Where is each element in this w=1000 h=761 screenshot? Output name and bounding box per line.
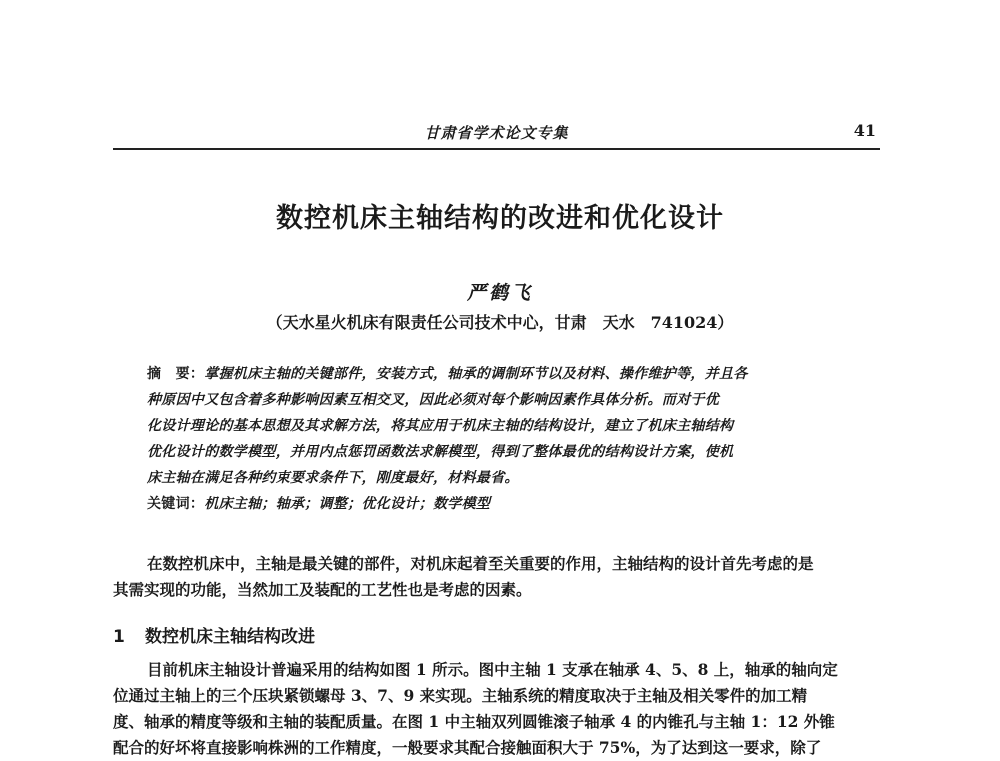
section-paragraph [113, 657, 888, 761]
intro-paragraph [113, 551, 888, 603]
keywords-label: 关键词： [147, 496, 205, 512]
author-affiliation: （天水星火机床有限责任公司技术中心，甘肃 天水 741024） [266, 313, 734, 332]
abstract-text: 掌握机床主轴的关键部件，安装方式，轴承的调制环节以及材料、操作维护等，并且各 [204, 366, 748, 382]
abstract [147, 361, 867, 517]
section-number: 1 [113, 627, 125, 647]
body-line: 配合的好坏将直接影响株洲的工作精度，一般要求其配合接触面积大于 75%，为了达到这一要求，除了 [113, 738, 822, 757]
abstract-label: 摘 要： [147, 366, 205, 382]
author-name: 严鹤飞 [466, 282, 533, 304]
keywords-text: 机床主轴；轴承；调整；优化设计；数学模型 [204, 496, 491, 512]
body-line: 在数控机床中，主轴是最关键的部件，对机床起着至关重要的作用，主轴结构的设计首先考虑的是 [147, 554, 814, 573]
body-line: 目前机床主轴设计普遍采用的结构如图 1 所示。图中主轴 1 支承在轴承 4、5、8 上，轴承的轴向定 [147, 660, 838, 679]
abstract-line: 种原因中又包含着多种影响因素互相交叉，因此必须对每个影响因素作具体分析。而对于优 [147, 392, 719, 408]
abstract-line: 化设计理论的基本思想及其求解方法，将其应用于机床主轴的结构设计，建立了机床主轴结构 [147, 418, 734, 434]
abstract-line [147, 361, 867, 387]
body-line: 位通过主轴上的三个压块紧锁螺母 3、7、9 来实现。主轴系统的精度取决于主轴及相关零件的加工精 [113, 686, 808, 705]
abstract-line: 床主轴在满足各种约束要求条件下，刚度最好，材料最省。 [147, 470, 519, 486]
page-number: 41 [853, 121, 876, 140]
paper-title: 数控机床主轴结构的改进和优化设计 [276, 203, 724, 234]
abstract-line: 优化设计的数学模型，并用内点惩罚函数法求解模型，得到了整体最优的结构设计方案，使机 [147, 444, 734, 460]
body-line: 其需实现的功能，当然加工及装配的工艺性也是考虑的因素。 [113, 580, 532, 599]
keywords-line [147, 491, 867, 517]
body-line: 度、轴承的精度等级和主轴的装配质量。在图 1 中主轴双列圆锥滚子轴承 4 的内锥孔与主轴 1：12 外锥 [113, 712, 835, 731]
section-heading [113, 622, 315, 647]
journal-name: 甘肃省学术论文专集 [424, 124, 569, 142]
running-header [113, 118, 880, 150]
section-title: 数控机床主轴结构改进 [145, 627, 315, 647]
